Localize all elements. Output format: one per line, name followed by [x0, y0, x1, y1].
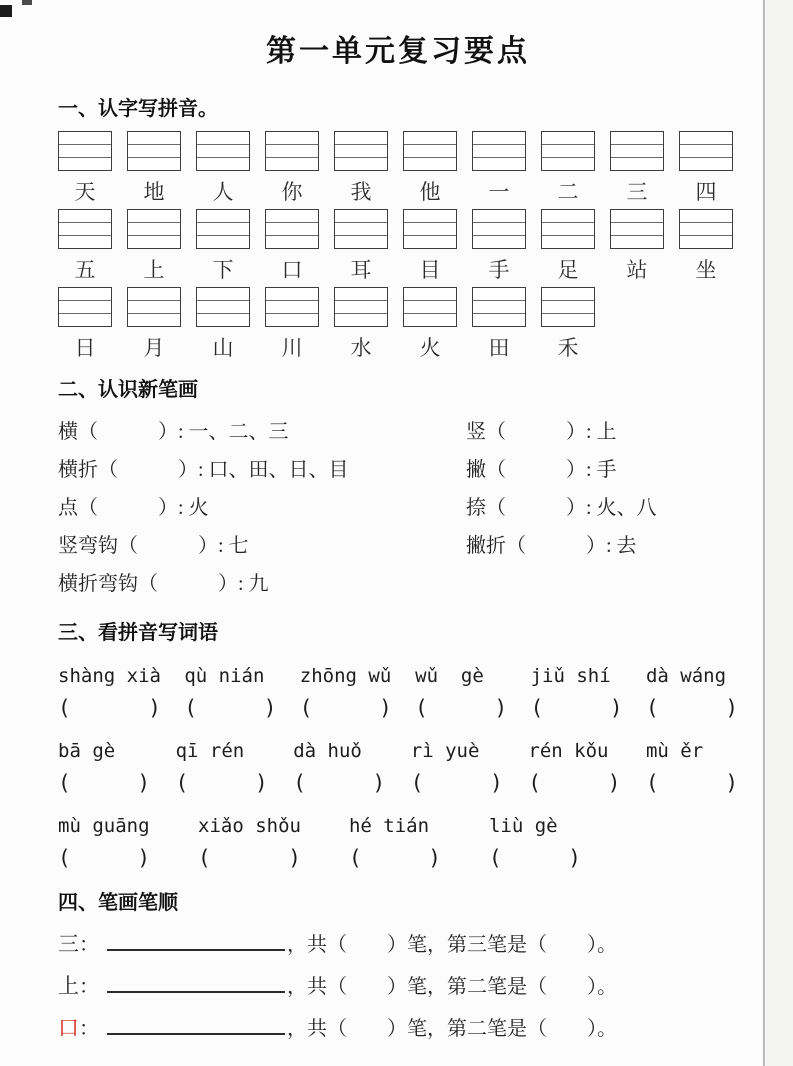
- four-line-grid-line: [59, 314, 111, 326]
- four-line-grid-line: [611, 210, 663, 223]
- character-label: 口: [281, 258, 303, 282]
- stroke-count-question: ，共（ ）笔，第二笔是（ ）。: [287, 976, 617, 998]
- pinyin-writing-box: [334, 131, 388, 171]
- four-line-grid-line: [128, 236, 180, 248]
- four-line-grid-line: [266, 223, 318, 236]
- four-line-grid-line: [128, 223, 180, 236]
- four-line-grid-line: [611, 158, 663, 170]
- four-line-grid-line: [335, 288, 387, 301]
- four-line-grid-line: [266, 236, 318, 248]
- stroke-item: 撇（ ）: 手: [466, 458, 617, 481]
- four-line-grid-line: [680, 223, 732, 236]
- character-label: 足: [557, 258, 579, 282]
- close-bracket: ): [263, 696, 277, 720]
- grid-cell: [334, 209, 388, 282]
- four-line-grid-line: [542, 223, 594, 236]
- stroke-order-row: [58, 928, 738, 957]
- grid-cell: [196, 131, 250, 204]
- pinyin-word: xiǎo shǒu: [198, 815, 301, 837]
- four-line-grid-line: [197, 314, 249, 326]
- character-label: 坐: [695, 258, 717, 282]
- four-line-grid-line: [197, 288, 249, 301]
- four-line-grid-line: [128, 145, 180, 158]
- scan-artifact-right-strip: [766, 0, 793, 1066]
- pinyin-writing-box: [472, 131, 526, 171]
- four-line-grid-line: [542, 145, 594, 158]
- four-line-grid-line: [680, 158, 732, 170]
- answer-brackets: [198, 846, 301, 870]
- close-bracket: ): [379, 696, 392, 720]
- pinyin-writing-box: [334, 209, 388, 249]
- character-label: 上: [143, 258, 165, 282]
- section-2-heading: 二、认识新笔画: [58, 379, 198, 401]
- open-bracket: (: [293, 771, 306, 795]
- stroke-list-right-column: [466, 410, 738, 600]
- close-bracket: ): [137, 846, 150, 870]
- character-label: 一: [488, 180, 510, 204]
- open-bracket: (: [645, 696, 659, 720]
- four-line-grid-line: [266, 158, 318, 170]
- grid-cell: [334, 287, 388, 360]
- pinyin-writing-box: [472, 287, 526, 327]
- pinyin-writing-box: [127, 287, 181, 327]
- grid-cell: [265, 209, 319, 282]
- answer-brackets: [349, 846, 441, 870]
- blank-underline: [107, 1012, 285, 1035]
- grid-cell: [196, 209, 250, 282]
- pinyin-word: rén kǒu: [528, 740, 609, 762]
- pinyin-word: qī rén: [175, 740, 245, 762]
- pinyin-word-group: [646, 740, 738, 795]
- grid-cell: [472, 287, 526, 360]
- stroke-order-rows: [58, 928, 738, 1041]
- pinyin-word: bā gè: [58, 740, 116, 762]
- four-line-grid-line: [473, 210, 525, 223]
- answer-brackets: [411, 771, 503, 795]
- open-bracket: (: [488, 846, 502, 870]
- grid-cell: [472, 131, 526, 204]
- open-bracket: (: [299, 696, 313, 720]
- scan-artifact-right-line: [763, 0, 765, 1066]
- pinyin-writing-box: [679, 131, 733, 171]
- four-line-grid-line: [266, 132, 318, 145]
- pinyin-writing-box: [403, 287, 457, 327]
- character-label: 下: [212, 258, 234, 282]
- pinyin-word: qù nián: [184, 665, 265, 687]
- grid-cell: [610, 131, 664, 204]
- open-bracket: (: [184, 696, 198, 720]
- grid-cell: [403, 131, 457, 204]
- four-line-grid-line: [335, 145, 387, 158]
- pinyin-word: mù ěr: [645, 740, 704, 762]
- four-line-grid-line: [404, 158, 456, 170]
- target-character: 上: [58, 974, 79, 998]
- four-line-grid-line: [59, 288, 111, 301]
- close-bracket: ): [607, 771, 621, 795]
- close-bracket: ): [725, 771, 738, 795]
- four-line-grid-line: [128, 314, 180, 326]
- four-line-grid-line: [197, 236, 249, 248]
- four-line-grid-line: [473, 288, 525, 301]
- pinyin-writing-box: [58, 209, 112, 249]
- grid-cell: [679, 209, 733, 282]
- open-bracket: (: [58, 771, 71, 795]
- grid-cell: [127, 209, 181, 282]
- answer-brackets: [176, 771, 268, 795]
- four-line-grid-line: [473, 132, 525, 145]
- pinyin-word-group: [198, 815, 301, 870]
- pinyin-writing-box: [403, 131, 457, 171]
- grid-cell: [58, 287, 112, 360]
- four-line-grid-line: [197, 301, 249, 314]
- grid-cell: [403, 287, 457, 360]
- four-line-grid-line: [680, 145, 732, 158]
- pinyin-word: shàng xià: [58, 665, 161, 687]
- pinyin-word-group: [184, 665, 276, 720]
- four-line-grid-line: [335, 314, 387, 326]
- pinyin-word-group: [293, 740, 385, 795]
- close-bracket: ): [609, 696, 623, 720]
- worksheet-content: [58, 0, 738, 1041]
- four-line-grid-line: [611, 132, 663, 145]
- character-label: 禾: [557, 336, 579, 360]
- pinyin-word-row: [58, 740, 738, 795]
- four-line-grid-line: [542, 314, 594, 326]
- grid-cell: [265, 131, 319, 204]
- scan-artifact-corner-mark: [0, 5, 12, 17]
- grid-cell: [265, 287, 319, 360]
- grid-cell: [127, 131, 181, 204]
- four-line-grid-line: [404, 314, 456, 326]
- close-bracket: ): [568, 846, 581, 870]
- character-label: 耳: [350, 258, 372, 282]
- character-label: 山: [212, 336, 234, 360]
- stroke-item: 捺（ ）: 火、八: [466, 496, 657, 519]
- answer-brackets: [58, 771, 150, 795]
- character-label: 人: [212, 180, 234, 204]
- stroke-item: 撇折（ ）: 去: [466, 534, 637, 557]
- open-bracket: (: [198, 846, 211, 870]
- pinyin-word-group: [58, 815, 150, 870]
- character-label: 目: [419, 258, 441, 282]
- target-character: 三: [58, 932, 79, 956]
- grid-cell: [679, 131, 733, 204]
- scan-artifact-corner-mark: [22, 0, 32, 5]
- stroke-item: 点（ ）: 火: [58, 496, 209, 519]
- four-line-grid-line: [59, 236, 111, 248]
- pinyin-word-group: [646, 665, 738, 720]
- four-line-grid-line: [128, 288, 180, 301]
- section-1-heading: 一、认字写拼音。: [58, 98, 218, 120]
- blank-underline: [107, 970, 285, 993]
- pinyin-grid-row: [58, 209, 738, 282]
- answer-brackets: [300, 696, 392, 720]
- pinyin-writing-box: [541, 209, 595, 249]
- four-line-grid-line: [542, 288, 594, 301]
- four-line-grid-line: [197, 132, 249, 145]
- four-line-grid-line: [404, 236, 456, 248]
- grid-cell: [58, 209, 112, 282]
- pinyin-grid-row: [58, 287, 738, 360]
- pinyin-word-group: [531, 665, 623, 720]
- pinyin-writing-box: [196, 131, 250, 171]
- four-line-grid-line: [266, 314, 318, 326]
- close-bracket: ): [725, 696, 738, 720]
- character-label: 水: [350, 336, 372, 360]
- stroke-item: 横折弯钩（ ）: 九: [58, 572, 269, 595]
- pinyin-word-row: [58, 665, 738, 720]
- four-line-grid-line: [59, 223, 111, 236]
- grid-cell: [541, 131, 595, 204]
- pinyin-grid-row: [58, 131, 738, 204]
- four-line-grid-line: [197, 223, 249, 236]
- close-bracket: ): [137, 771, 150, 795]
- four-line-grid-line: [266, 145, 318, 158]
- four-line-grid-line: [473, 223, 525, 236]
- answer-brackets: [531, 696, 623, 720]
- character-label: 日: [74, 336, 96, 360]
- four-line-grid-line: [611, 236, 663, 248]
- four-line-grid-line: [473, 236, 525, 248]
- character-label: 你: [281, 180, 303, 204]
- open-bracket: (: [530, 696, 544, 720]
- character-label: 他: [419, 180, 441, 204]
- pinyin-writing-box: [127, 131, 181, 171]
- character-label: 四: [695, 180, 717, 204]
- four-line-grid-line: [266, 301, 318, 314]
- pinyin-writing-box: [334, 287, 388, 327]
- open-bracket: (: [58, 846, 71, 870]
- grid-cell: [196, 287, 250, 360]
- four-line-grid-line: [59, 301, 111, 314]
- open-bracket: (: [410, 771, 424, 795]
- answer-brackets: [58, 696, 161, 720]
- four-line-grid-line: [335, 301, 387, 314]
- four-line-grid-line: [128, 158, 180, 170]
- answer-brackets: [646, 771, 738, 795]
- stroke-item: 横（ ）: 一、二、三: [58, 420, 289, 443]
- pinyin-writing-box: [541, 131, 595, 171]
- pinyin-word-group: [489, 815, 581, 870]
- four-line-grid-line: [542, 210, 594, 223]
- target-character: 口: [58, 1016, 79, 1040]
- pinyin-writing-box: [265, 131, 319, 171]
- open-bracket: (: [528, 771, 542, 795]
- pinyin-word: hé tián: [348, 815, 430, 837]
- character-label: 二: [557, 180, 579, 204]
- pinyin-word: mù guāng: [58, 815, 150, 837]
- close-bracket: ): [494, 696, 508, 720]
- open-bracket: (: [58, 696, 71, 720]
- four-line-grid-line: [59, 132, 111, 145]
- character-label: 五: [74, 258, 96, 282]
- character-label: 地: [143, 180, 165, 204]
- four-line-grid-line: [266, 288, 318, 301]
- character-label: 三: [626, 180, 648, 204]
- stroke-count-question: ，共（ ）笔，第二笔是（ ）。: [287, 1018, 617, 1040]
- section-4-heading: 四、笔画笔顺: [58, 892, 178, 914]
- answer-brackets: [184, 696, 276, 720]
- four-line-grid-line: [680, 236, 732, 248]
- answer-brackets: [646, 696, 738, 720]
- pinyin-writing-box: [610, 131, 664, 171]
- four-line-grid-line: [404, 210, 456, 223]
- four-line-grid-line: [335, 236, 387, 248]
- stroke-list-left-column: [58, 410, 466, 600]
- pinyin-word: liù gè: [488, 815, 558, 837]
- four-line-grid-line: [404, 301, 456, 314]
- page-title: 第一单元复习要点: [266, 35, 530, 68]
- close-bracket: ): [490, 771, 503, 795]
- four-line-grid-line: [335, 158, 387, 170]
- close-bracket: ): [254, 771, 268, 795]
- pinyin-word: jiǔ shí: [530, 665, 611, 687]
- four-line-grid-line: [197, 145, 249, 158]
- character-label: 站: [626, 258, 648, 282]
- close-bracket: ): [148, 696, 161, 720]
- grid-cell: [58, 131, 112, 204]
- pinyin-writing-box: [196, 287, 250, 327]
- pinyin-writing-box: [58, 287, 112, 327]
- four-line-grid-line: [473, 158, 525, 170]
- pinyin-word-group: [58, 740, 150, 795]
- pinyin-grid: [58, 131, 738, 360]
- character-label: 月: [143, 336, 165, 360]
- four-line-grid-line: [335, 210, 387, 223]
- four-line-grid-line: [335, 132, 387, 145]
- four-line-grid-line: [542, 158, 594, 170]
- answer-brackets: [58, 846, 150, 870]
- pinyin-writing-box: [265, 209, 319, 249]
- close-bracket: ): [288, 846, 301, 870]
- four-line-grid-line: [473, 314, 525, 326]
- answer-brackets: [528, 771, 620, 795]
- grid-cell: [403, 209, 457, 282]
- four-line-grid-line: [611, 145, 663, 158]
- grid-cell: [127, 287, 181, 360]
- character-label: 我: [350, 180, 372, 204]
- stroke-list: [58, 410, 738, 600]
- stroke-item: 竖弯钩（ ）: 七: [58, 534, 249, 557]
- four-line-grid-line: [404, 132, 456, 145]
- pinyin-writing-box: [403, 209, 457, 249]
- stroke-order-row: [58, 970, 738, 999]
- four-line-grid-line: [197, 210, 249, 223]
- pinyin-writing-box: [58, 131, 112, 171]
- four-line-grid-line: [59, 145, 111, 158]
- pinyin-word-rows: [58, 665, 738, 870]
- pinyin-word: dà wáng: [645, 665, 727, 687]
- four-line-grid-line: [680, 132, 732, 145]
- four-line-grid-line: [128, 132, 180, 145]
- pinyin-writing-box: [472, 209, 526, 249]
- pinyin-word-group: [176, 740, 268, 795]
- four-line-grid-line: [266, 210, 318, 223]
- colon: ：: [79, 1018, 99, 1040]
- four-line-grid-line: [128, 301, 180, 314]
- four-line-grid-line: [128, 210, 180, 223]
- four-line-grid-line: [542, 301, 594, 314]
- pinyin-writing-box: [265, 287, 319, 327]
- pinyin-writing-box: [679, 209, 733, 249]
- pinyin-word: rì yuè: [410, 740, 480, 762]
- stroke-item: 竖（ ）: 上: [466, 420, 617, 443]
- four-line-grid-line: [542, 236, 594, 248]
- four-line-grid-line: [335, 223, 387, 236]
- pinyin-word-group: [300, 665, 392, 720]
- section-3-heading: 三、看拼音写词语: [58, 622, 218, 644]
- pinyin-word-group: [528, 740, 620, 795]
- pinyin-word-group: [349, 815, 441, 870]
- grid-cell: [541, 287, 595, 360]
- close-bracket: ): [428, 846, 441, 870]
- four-line-grid-line: [59, 158, 111, 170]
- open-bracket: (: [645, 771, 659, 795]
- pinyin-word-group: [415, 665, 507, 720]
- four-line-grid-line: [473, 301, 525, 314]
- four-line-grid-line: [404, 288, 456, 301]
- stroke-count-question: ，共（ ）笔，第三笔是（ ）。: [287, 934, 617, 956]
- grid-cell: [541, 209, 595, 282]
- colon: ：: [79, 976, 99, 998]
- four-line-grid-line: [611, 223, 663, 236]
- blank-underline: [107, 928, 285, 951]
- character-label: 天: [74, 180, 96, 204]
- pinyin-writing-box: [127, 209, 181, 249]
- four-line-grid-line: [404, 223, 456, 236]
- pinyin-writing-box: [610, 209, 664, 249]
- pinyin-writing-box: [541, 287, 595, 327]
- pinyin-word: dà huǒ: [293, 740, 362, 762]
- colon: ：: [79, 934, 99, 956]
- four-line-grid-line: [197, 158, 249, 170]
- answer-brackets: [415, 696, 507, 720]
- character-label: 川: [281, 336, 303, 360]
- character-label: 手: [488, 258, 510, 282]
- pinyin-writing-box: [196, 209, 250, 249]
- character-label: 田: [488, 336, 510, 360]
- four-line-grid-line: [473, 145, 525, 158]
- open-bracket: (: [348, 846, 362, 870]
- answer-brackets: [489, 846, 581, 870]
- stroke-item: 横折（ ）: 口、田、日、目: [58, 458, 349, 481]
- four-line-grid-line: [404, 145, 456, 158]
- pinyin-word-group: [58, 665, 161, 720]
- pinyin-word-group: [411, 740, 503, 795]
- pinyin-word: wǔ gè: [415, 665, 484, 687]
- grid-cell: [610, 209, 664, 282]
- character-label: 火: [419, 336, 441, 360]
- grid-cell: [334, 131, 388, 204]
- open-bracket: (: [415, 696, 428, 720]
- answer-brackets: [293, 771, 385, 795]
- open-bracket: (: [175, 771, 189, 795]
- grid-cell: [472, 209, 526, 282]
- four-line-grid-line: [59, 210, 111, 223]
- pinyin-word-row: [58, 815, 738, 870]
- pinyin-word: zhōng wǔ: [299, 665, 392, 687]
- four-line-grid-line: [542, 132, 594, 145]
- close-bracket: ): [372, 771, 386, 795]
- four-line-grid-line: [680, 210, 732, 223]
- stroke-order-row: [58, 1012, 738, 1041]
